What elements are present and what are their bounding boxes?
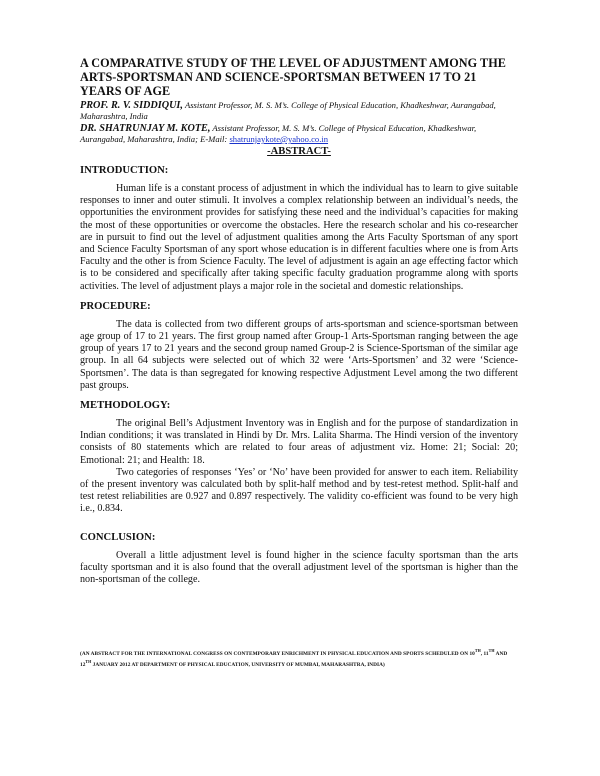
introduction-paragraph: Human life is a constant process of adjustment in which the individual has to learn to give suitable responses to inner and outer stimuli. It involves a complex relationship between an individual’s needs, the opportunities the environment provides for satisfying these need and the individual’s capacities for making the most of these opportunities or overcome the obstacles. Here the research scholar and his co-researcher are in pursuit to find out the level of adjustment qualities among the Arts Faculty Sportsman of any sport and Science Faculty Sportsman of any sport whose education is in different faculties where one is from Arts Faculty and the other is from Science Faculty. The level of adjustment is again an age effecting factor which is to be considered and specifically after taking specific faculty graduation programme along with sports activities. The level of adjustment plays a major role in the societal and domestic relationships. bbox=[80, 183, 518, 292]
author-2 bbox=[80, 123, 518, 145]
methodology-paragraph-1: The original Bell’s Adjustment Inventory was in English and for the purpose of standardization in Indian conditions; it was translated in Hindi by Dr. Mrs. Lalita Sharma. The Hindi version of the inventory consists of 80 statements which are related to four areas of adjustment viz. Home: 21; Social: 20; Emotional: 21; and Health: 18. bbox=[80, 418, 518, 466]
methodology-heading: METHODOLOGY: bbox=[80, 400, 171, 412]
introduction-heading: INTRODUCTION: bbox=[80, 165, 169, 176]
author-1-name: PROF. R. V. SIDDIQUI, bbox=[80, 100, 183, 111]
paper-body bbox=[80, 56, 518, 586]
footnote-sup-1: TH bbox=[474, 648, 481, 653]
procedure-heading: PROCEDURE: bbox=[80, 300, 151, 312]
footnote-sup-3: TH bbox=[85, 658, 92, 664]
author-1 bbox=[80, 100, 518, 122]
paper-title: A COMPARATIVE STUDY OF THE LEVEL OF ADJUSTMENT AMONG THE ARTS-SPORTSMAN AND SCIENCE-SPORTSMAN BETWEEN 17 TO 21 YEARS OF AGE bbox=[80, 56, 506, 98]
author-2-email-link[interactable]: shatrunjaykote@yahoo.co.in bbox=[229, 134, 329, 144]
conclusion-heading: CONCLUSION: bbox=[80, 531, 156, 543]
conference-footnote bbox=[80, 647, 518, 669]
author-2-name: DR. SHATRUNJAY M. KOTE, bbox=[80, 123, 211, 134]
footnote-text-4: JANUARY 2012 AT DEPARTMENT OF PHYSICAL EDUCATION, UNIVERSITY OF MUMBAI, MAHARASHTRA, INDIA) bbox=[91, 661, 385, 668]
footnote-sup-2: TH bbox=[488, 648, 495, 653]
footnote-text-2: , 11 bbox=[480, 650, 489, 657]
abstract-heading: -ABSTRACT- bbox=[267, 146, 331, 157]
author-1-affiliation: Assistant Professor, M. S. M’s. College of Physical Education, Khadkeshwar, Aurangabad, Maharashtra, India bbox=[80, 100, 496, 121]
procedure-paragraph: The data is collected from two different groups of arts-sportsman and science-sportsman between age group of 17 to 21 years. The first group named after Group-1 Arts-Sportsman ranging between the age group of years 17 to 21 years and the second group named Group-2 is Science-Sportsman of the similar age group. In all 64 subjects were selected out of which 32 were ‘Arts-Sportsmen’ and 32 were ‘Science-Sportsmen’. The data is than segregated for knowing respective Adjustment Level among the two different past groups. bbox=[80, 318, 518, 391]
author-2-affiliation: Assistant Professor, M. S. M’s. College of Physical Education, Khadkeshwar, Aurangabad, Maharashtra, India; E-Mail: bbox=[80, 123, 477, 144]
footnote-text-1: (AN ABSTRACT FOR THE INTERNATIONAL CONGRESS ON CONTEMPORARY ENRICHMENT IN PHYSICAL EDUCATION AND SPORTS SCHEDULED ON 10 bbox=[80, 650, 475, 657]
conclusion-paragraph: Overall a little adjustment level is found higher in the science faculty sportsman than the arts faculty sportsman and it is also found that the overall adjustment level of the sportsman is higher than the non-sportsman of the college. bbox=[80, 549, 518, 586]
footnote-text-3: AND 12 bbox=[80, 650, 508, 668]
methodology-paragraph-2: Two categories of responses ‘Yes’ or ‘No’ have been provided for answer to each item. Reliability of the present inventory was calculated both by split-half method and by test-retest method. Split-half and test retest reliabilities are 0.927 and 0.897 respectively. The validity co-efficient was found to be very high i.e., 0.834. bbox=[80, 466, 518, 515]
